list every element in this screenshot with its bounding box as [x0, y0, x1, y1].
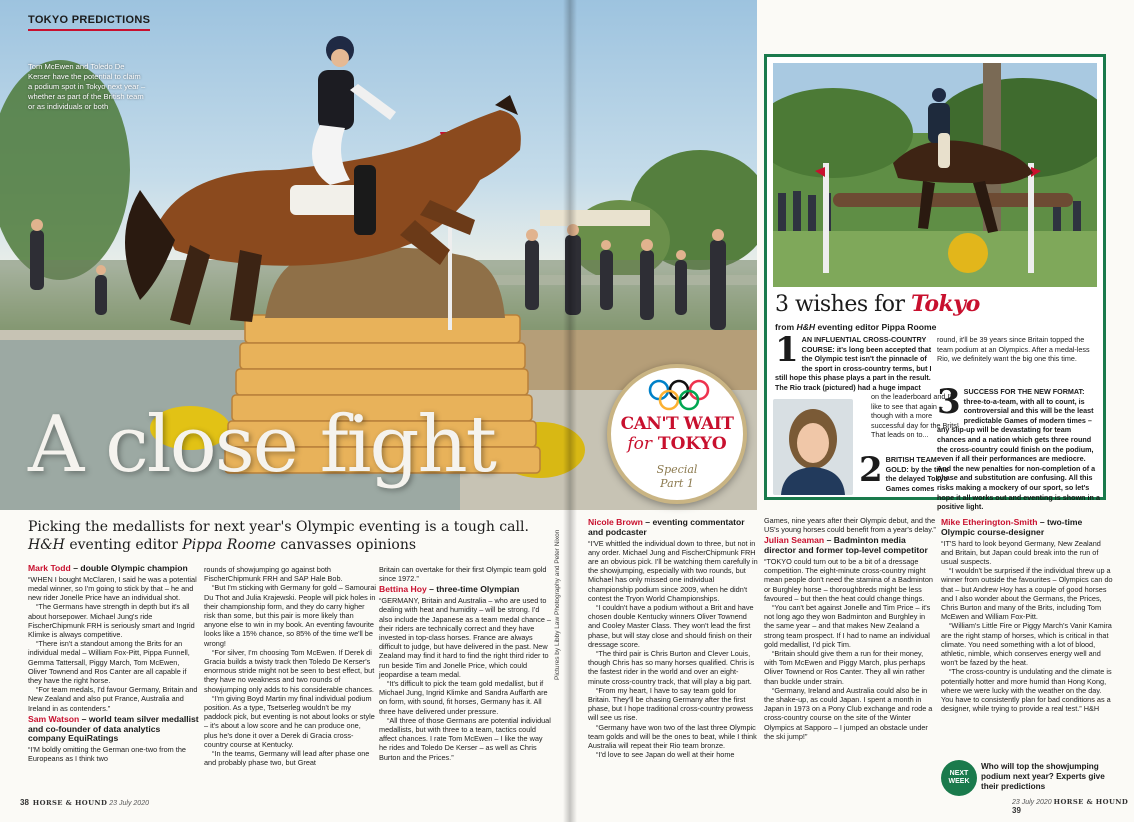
wishes-photo — [773, 63, 1097, 287]
expert-heading-todd: Mark Todd – double Olympic champion — [28, 563, 188, 573]
column-5 — [764, 516, 936, 741]
paragraph: “But I'm sticking with Germany for gold – Samourai Du Thot and Julia Krajewski. People will pick holes in their championship form, and they do carry higher risk than some, but this pair is more likely than anyone else to win in my book. An eventing favourite looks like a 15% chance, so 85% of the time we'll be wrong! — [204, 583, 377, 648]
column-4 — [588, 516, 760, 759]
three-wishes-box — [764, 54, 1106, 512]
magazine-name-right: HORSE & HOUND — [1053, 798, 1129, 806]
standfirst — [28, 518, 548, 554]
paragraph: “WHEN I bought McClaren, I said he was a potential medal winner, so I'm going to stick by that – he and new rider Jonelle Price have an individual shot. — [28, 574, 197, 603]
wish-1-continued: on the leaderboard and I'd like to see that again – though with a more successful day for the Brits! That leads on to... — [871, 392, 959, 440]
paragraph: Games, nine years after their Olympic debut, and the US's young horses could benefit from a year's delay.” — [764, 516, 936, 535]
wish-2: 2 BRITISH TEAM GOLD: by the time the delayed Tokyo Games comes — [859, 450, 949, 493]
column-6 — [941, 516, 1113, 713]
paragraph: “For team medals, I'd favour Germany, Britain and New Zealand and also put France, Australia and Ireland in as contenders.” — [28, 685, 198, 713]
photo-caption: Tom McEwen and Toledo De Kerser have the potential to claim a podium spot in Tokyo next year – whether as part of the British team or as individuals or both — [28, 62, 146, 111]
paragraph: “William's Little Fire or Piggy March's Vanir Kamira are the right stamp of horses, which is critical in that climate. You need something with a lot of blood, athletic, nimble, which conserves energy well and won't be fazed by the heat. — [941, 621, 1112, 668]
folio-right — [1012, 798, 1134, 815]
standfirst-line-2: H&H eventing editor Pippa Roome canvasses opinions — [28, 537, 417, 553]
paragraph: “GERMANY, Britain and Australia – who are used to dealing with heat and humidity – will be strong. I'd also include the Japanese as a team medal chance – their riders are technically correct and they have invested in top-class horses. France are always difficult to judge, but have delivered in the past. New Zealand may find it hard to find the right third rider to run beside Tim and Jonelle Price, which could jeopardise a team medal. — [379, 596, 551, 679]
cross-country-photo-illustration — [773, 63, 1097, 287]
column-1 — [28, 562, 200, 764]
wish-number-3: 3 — [937, 382, 961, 422]
page-gutter — [563, 0, 577, 822]
headline: A close fight — [28, 400, 496, 490]
issue-date-right: 23 July 2020 — [1012, 799, 1052, 806]
paragraph: “For silver, I'm choosing Tom McEwen. If Derek di Gracia builds a twisty track then Toledo De Kerser's enormous stride might not be seen to best effect, but they have no weakness and two rounds of showjumping only adds to his considerable chances. — [204, 647, 375, 694]
page-number-right: 39 — [1012, 806, 1021, 815]
paragraph: Britain can overtake for their first Olympic team gold since 1972.” — [379, 565, 547, 584]
olympic-rings-icon — [647, 378, 711, 412]
cant-wait-for-tokyo-badge — [607, 364, 747, 504]
photo-credit: Pictures by Libby Law Photography and Peter Nixon — [554, 529, 561, 680]
standfirst-line-1: Picking the medallists for next year's Olympic eventing is a tough call. — [28, 519, 529, 535]
badge-line-1: CAN'T WAIT — [620, 414, 734, 434]
paragraph: “I'd love to see Japan do well at their home — [596, 750, 735, 760]
paragraph: “You can't bet against Jonelle and Tim Price – it's not long ago they won Badminton and Burghley in the same year – and that makes New Zealand a strong team prospect. If I had to name an individual gold medallist, I'd pick Tim. — [764, 603, 931, 649]
issue-date-left: 23 July 2020 — [109, 800, 149, 807]
pippa-roome-portrait — [773, 399, 853, 495]
badge-line-4: Part 1 — [660, 477, 694, 490]
wish-1: 1 AN INFLUENTIAL CROSS-COUNTRY COURSE: it's long been accepted that the Olympic test isn't the pinnacle of the sport in cross-country terms, but I still hope this phase plays a part in the result. The Rio track (pictured) had a huge impact — [775, 330, 932, 392]
paragraph: “The third pair is Chris Burton and Clever Louis, though Chris has so many horses qualified. Chris is the fastest rider in the world and over an eight-minute cross-country track, that will play a big part. — [588, 649, 755, 686]
paragraph: “It's difficult to pick the team gold medallist, but if Michael Jung, Ingrid Klimke and Sandra Auffarth are on form, with sound, fit horses, Germany has it. All three have delivered under pressure. — [379, 679, 548, 716]
page-number-left: 38 — [20, 798, 29, 807]
wish-number-1: 1 — [775, 330, 799, 370]
paragraph: “I couldn't have a podium without a Brit and have chosen double Kentucky winners Oliver Townend and Cooley Master Class. They won't lead the first phase, but will stay close and should finish on their dressage score. — [588, 603, 754, 649]
expert-heading-watson: Sam Watson – world team silver medallist and co-founder of data analytics company EquiRatings — [28, 713, 199, 744]
column-2 — [204, 565, 376, 767]
wish-number-2: 2 — [859, 450, 883, 490]
paragraph: “From my heart, I have to say team gold for Britain. They'll be chasing Germany after the first phase, but I hope traditional cross-country prowess will see us rise. — [588, 685, 754, 723]
expert-heading-hoy: Bettina Hoy – three-time Olympian — [379, 584, 520, 595]
expert-heading-etherington-smith: Mike Etherington-Smith – two-time Olympic course-designer — [941, 517, 1083, 537]
paragraph: “I'm giving Boyd Martin my final individual podium position. As a type, Tsetserleg wouldn't be my paddock pick, but eventing is not about looks or style – it's about a low score and he can produce one, plus he's done it over a Derek di Gracia cross-country course at Kentucky. — [204, 693, 375, 749]
paragraph: “I'M boldly omitting the German one-two from the Europeans as I think two — [28, 745, 186, 764]
paragraph: “In the teams, Germany will lead after phase one and probably phase two, but Great — [204, 749, 370, 768]
wish-2-continued: round, it'll be 39 years since Britain topped the team podium at an Olympics. After a medal-less Rio, we definitely want the big one this time. — [937, 335, 1090, 364]
badge-line-3: Special — [656, 463, 698, 476]
paragraph: “I'VE whittled the individual down to three, but not in any order. Michael Jung and FischerChipmunk FRH are an obvious pick. I'll be watching them carefully in the showjumping, especially with two rounds, but Michael has only missed one individual championship podium since 2009, when he didn't contest the Tryon World Championships. — [588, 538, 758, 603]
paragraph: “The cross-country is undulating and the climate is potentially hotter and more humid than Hong Kong, where we were lucky with the weather on the day. You have to consistently plan for bad conditions as a designer, while trying to provide a real test.” H&H — [941, 667, 1112, 714]
column-3 — [379, 565, 551, 762]
wishes-title: 3 wishes for Tokyo — [775, 291, 980, 317]
section-tag: TOKYO PREDICTIONS — [28, 14, 150, 31]
badge-line-2: for TOKYO — [627, 434, 727, 454]
paragraph: “Britain should give them a run for their money, with Tom McEwen and Piggy March, plus perhaps Oliver Townend or Ros Canter. They all win rather than buckle under strain. — [764, 649, 926, 686]
next-week-badge: NEXT WEEK — [941, 760, 977, 796]
portrait-illustration — [773, 399, 853, 495]
expert-heading-brown: Nicole Brown – eventing commentator and podcaster — [588, 517, 745, 537]
wishes-byline: from H&H eventing editor Pippa Roome — [775, 322, 937, 332]
paragraph: “Germany, Ireland and Australia could also be in the shake-up, as could Japan. I spent a month in Japan in 1973 on a Pony Club exchange and rode a cross-country course on the site of the Winter Olympics at Sapporo – I jumped an obstacle under the ski jump!” — [764, 685, 933, 741]
magazine-name-left: HORSE & HOUND — [32, 799, 108, 807]
paragraph: “The Germans have strength in depth but it's all about horsepower. Michael Jung's ride FischerChipmunk FRH is seriously smart and Ingrid Klimke is always competitive. — [28, 602, 195, 640]
next-week-teaser: Who will top the showjumping podium next year? Experts give their predictions — [981, 762, 1105, 791]
paragraph: “Germany have won two of the last three Olympic team golds and will be the ones to beat, while I think Australia will repeat their Rio team bronze. — [588, 722, 757, 751]
folio-left — [20, 798, 149, 807]
paragraph: “There isn't a standout among the Brits for an individual medal – William Fox-Pitt, Pippa Funnell, Gemma Tattersall, Piggy March, Tom McEwen, Oliver Townend and Ros Canter are all capable if they have the right horse. — [28, 639, 190, 686]
paragraph: “All three of those Germans are potential individual medallists, but with three to a team, tactics could affect chances. I rate Tom McEwen – I like the way he rides and Toledo De Kerser – as well as Chris Burton and the Prices.” — [379, 715, 551, 762]
wish-3: 3 SUCCESS FOR THE NEW FORMAT: three-to-a-team, with all to count, is controversial and this will be the least predictable Games of modern times – any slip-up will be devastating for team chances and a nation which gets three round the cross-country could finish on the podium, even if all their performances are mediocre. And the new penalties for non-completion of a phase and substitution are confusing. All this risks making a mockery of our sport, so let's hope it all works out and eventing is shown in a positive light. — [937, 382, 1100, 512]
paragraph: “TOKYO could turn out to be a bit of a dressage competition. The eight-minute cross-country might mean people don't need the stamina of a Badminton or Burghley horse – thoroughbreds might be less favoured – but then the heat could change things. — [764, 557, 933, 603]
paragraph: rounds of showjumping go against both FischerChipmunk FRH and SAP Hale Bob. — [204, 565, 343, 584]
paragraph: “I wouldn't be surprised if the individual threw up a winner from outside the favourites – Olympics can do that – but Andrew Hoy has a couple of good horses and I also wonder about the Germans, the Prices, Chris Burton and many of the Brits, including Tom McEwen and William Fox-Pitt. — [941, 566, 1113, 622]
paragraph: “IT'S hard to look beyond Germany, New Zealand and Britain, but Japan could break into the run of usual suspects. — [941, 538, 1101, 566]
expert-heading-seaman: Julian Seaman – Badminton media director and former top-level competitor — [764, 535, 928, 556]
